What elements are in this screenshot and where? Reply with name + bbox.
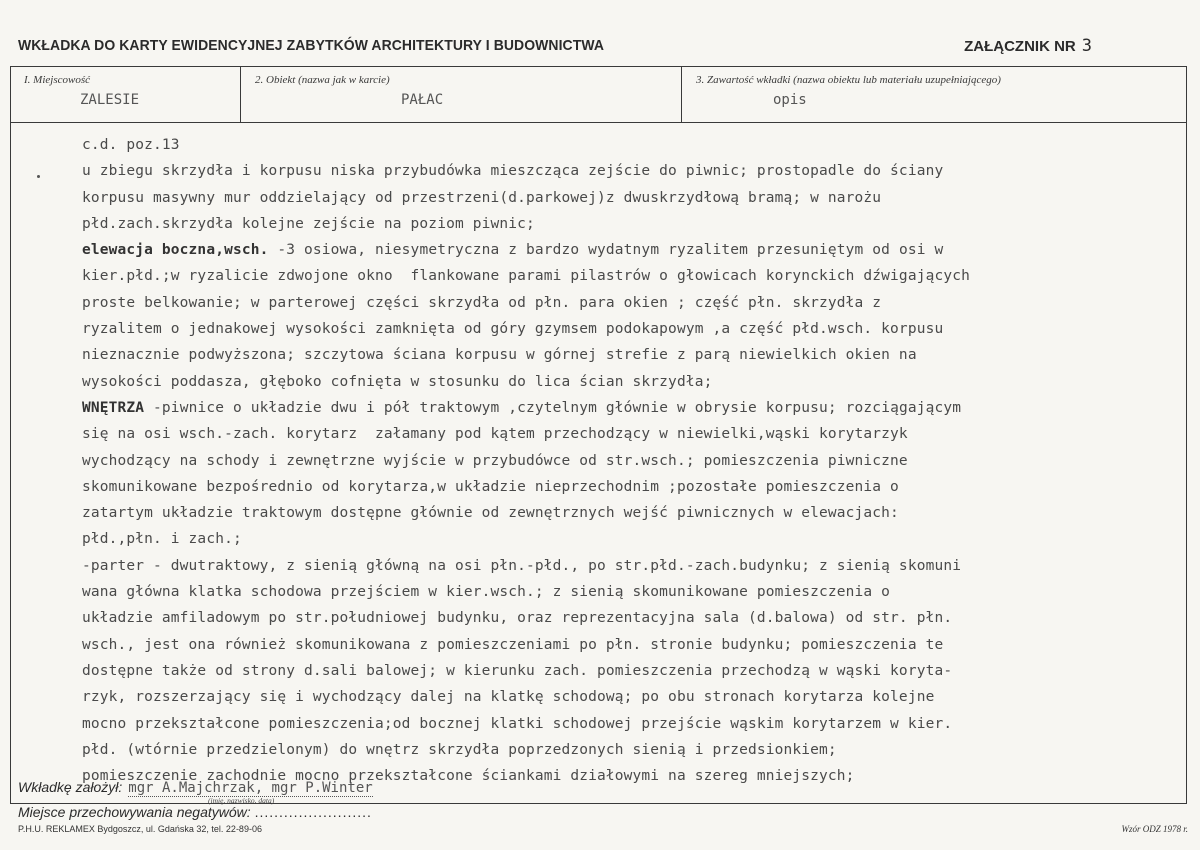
header-fields [10, 66, 1187, 123]
text-line-content: -piwnice o układzie dwu i pół traktowym ,czytelnym głównie w obrysie korpusu; rozciągającym [144, 399, 962, 416]
text-line-content: -3 osiowa, niesymetryczna z bardzo wydatnym ryzalitem przesuniętym od osi w [268, 242, 944, 259]
text-line-content: c.d. poz.13 [82, 137, 180, 153]
text-line-heading: elewacja boczna,wsch. [82, 242, 269, 259]
text-line [82, 579, 1172, 605]
text-line-content: kier.płd.;w ryzalicie zdwojone okno flankowane parami pilastrów o głowicach korynckich dźwigających [82, 268, 970, 285]
text-line [82, 342, 1172, 368]
field-object-value: PAŁAC [401, 92, 444, 108]
text-line-content: wsch., jest ona również skomunikowana z pomieszczeniami po płn. stronie budynku; pomieszczenia te [82, 636, 944, 653]
text-line [82, 474, 1172, 500]
text-line-content: dostępne także od strony d.sali balowej; w kierunku zach. pomieszczenia przechodzą w wąski koryta- [82, 662, 953, 679]
text-line-content: proste belkowanie; w parterowej części skrzydła od płn. para okien ; część płn. skrzydła z [82, 294, 882, 311]
text-line [82, 237, 1172, 263]
text-line [82, 132, 1172, 158]
text-line [82, 737, 1172, 763]
text-line-heading: WNĘTRZA [82, 399, 145, 416]
text-line [82, 211, 1172, 237]
field-place-label: I. Miejscowość [24, 74, 90, 86]
text-line [82, 290, 1172, 316]
text-line-content: ryzalitem o jednakowej wysokości zamknięta od góry gzymsem podokapowym ,a część płd.wsch. korpusu [82, 321, 944, 338]
text-line [82, 395, 1172, 421]
field-content [681, 66, 1187, 122]
printer-info: P.H.U. REKLAMEX Bydgoszcz, ul. Gdańska 32, tel. 22-89-06 [18, 824, 262, 834]
text-line-content: pomieszczenie zachodnie mocno przekształcone ściankami działowymi na szereg mniejszych; [82, 768, 855, 785]
annex-label-text: ZAŁĄCZNIK NR [964, 38, 1076, 55]
text-line-content: wysokości poddasza, głęboko cofnięta w stosunku do lica ścian skrzydła; [82, 373, 713, 390]
form-title: WKŁADKA DO KARTY EWIDENCYJNEJ ZABYTKÓW ARCHITEKTURY I BUDOWNICTWA [18, 37, 605, 54]
annex-number: 3 [1081, 36, 1092, 56]
author-label: Wkładkę założył: [18, 779, 123, 795]
text-line-content: korpusu masywny mur oddzielający od przestrzeni(d.parkowej)z dwuskrzydłową bramą; w narożu [82, 189, 882, 206]
field-object [240, 66, 681, 122]
footer-negatives [18, 804, 372, 820]
footer-author [18, 779, 373, 796]
text-line-content: u zbiegu skrzydła i korpusu niska przybudówka mieszcząca zejście do piwnic; prostopadle do ściany [82, 163, 944, 180]
text-line [82, 316, 1172, 342]
text-line-content: nieznacznie podwyższona; szczytowa ściana korpusu w górnej strefie z parą niewielkich okien na [82, 347, 917, 364]
field-content-label: 3. Zawartość wkładki (nazwa obiektu lub materiału uzupełniającego) [696, 74, 1001, 86]
text-line [82, 605, 1172, 631]
text-line-content: płd.,płn. i zach.; [82, 531, 242, 548]
field-content-value: opis [773, 92, 807, 108]
text-line [82, 263, 1172, 289]
text-line [82, 658, 1172, 684]
text-line [82, 711, 1172, 737]
text-line-content: płd.zach.skrzydła kolejne zejście na poziom piwnic; [82, 215, 535, 232]
field-place [10, 66, 240, 122]
text-line-content: się na osi wsch.-zach. korytarz załamany pod kątem przechodzący w niewielki,wąski korytarzyk [82, 426, 908, 443]
text-line [82, 500, 1172, 526]
text-line [82, 526, 1172, 552]
text-line-content: mocno przekształcone pomieszczenia;od bocznej klatki schodowej przejście wąskim korytarzem w kier. [82, 715, 953, 732]
field-place-value: ZALESIE [80, 92, 140, 108]
text-line [82, 684, 1172, 710]
text-line [82, 553, 1172, 579]
negatives-label: Miejsce przechowywania negatywów: [18, 804, 251, 820]
text-line [82, 158, 1172, 184]
text-line-content: płd. (wtórnie przedzielonym) do wnętrz skrzydła poprzedzonych sienią i przedsionkiem; [82, 741, 837, 758]
text-line [82, 369, 1172, 395]
text-line-content: wana główna klatka schodowa przejściem w kier.wsch.; z sienią skomunikowane pomieszczenia o [82, 584, 891, 601]
text-line-content: rzyk, rozszerzający się i wychodzący dalej na klatkę schodową; po obu stronach korytarza kolejne [82, 689, 935, 706]
annex-label [964, 36, 1092, 56]
typed-description [82, 132, 1172, 789]
form-model: Wzór ODZ 1978 r. [1121, 824, 1188, 834]
paper-speck [37, 175, 40, 178]
text-line-content: układzie amfiladowym po str.południowej budynku, oraz reprezentacyjna sala (d.balowa) od str. płn. [82, 610, 953, 627]
text-line-content: zatartym układzie traktowym dostępne głównie od zewnętrznych wejść piwnicznych w elewacjach: [82, 505, 899, 522]
negatives-value: ........................ [254, 804, 372, 820]
author-value: mgr A.Majchrzak, mgr P.Winter [128, 780, 373, 796]
text-line-content: skomunikowane bezpośrednio od korytarza,w układzie nieprzechodnim ;pozostałe pomieszczenia o [82, 478, 899, 495]
text-line [82, 185, 1172, 211]
field-object-label: 2. Obiekt (nazwa jak w karcie) [255, 74, 390, 86]
text-line [82, 632, 1172, 658]
text-line-content: -parter - dwutraktowy, z sienią główną na osi płn.-płd., po str.płd.-zach.budynku; z sienią skomuni [82, 557, 962, 574]
text-line [82, 421, 1172, 447]
text-line-content: wychodzący na schody i zewnętrzne wyjście w przybudówce od str.wsch.; pomieszczenia piwniczne [82, 452, 908, 469]
text-line [82, 448, 1172, 474]
author-hint: (imię, nazwisko, data) [208, 796, 275, 805]
